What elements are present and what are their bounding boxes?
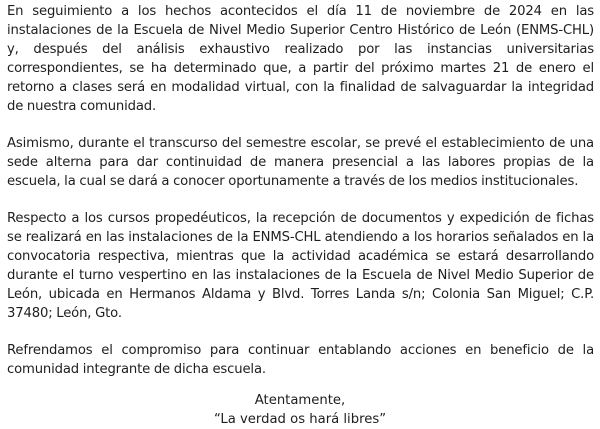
paragraph-propedeutic-courses: Respecto a los cursos propedéuticos, la recepción de documentos y expedición de fichas se realizará en las instalaciones de la ENMS-CHL atendiendo a los horarios señalados en la convocatoria respectiva, mientras que la actividad académica se estará desarrollando durante el turno vespertino en las instalaciones de la Escuela de Nivel Medio Superior de León, ubicada en Hermanos Aldama y Blvd. Torres Landa s/n; Colonia San Miguel; C.P. 37480; León, Gto. xyxy=(7,211,594,321)
document-body xyxy=(7,2,594,397)
closing-motto: “La verdad os hará libres” xyxy=(213,412,387,427)
paragraph-return-to-classes: En seguimiento a los hechos acontecidos el día 11 de noviembre de 2024 en las instalaciones de la Escuela de Nivel Medio Superior Centro Histórico de León (ENMS-CHL) y, después del análisis exhaustivo realizado por las instancias universitarias correspondientes, se ha determinado que, a partir del próximo martes 21 de enero el retorno a clases será en modalidad virtual, con la finalidad de salvaguardar la integridad de nuestra comunidad. xyxy=(7,4,594,114)
paragraph-alternate-site: Asimismo, durante el transcurso del semestre escolar, se prevé el establecimiento de una sede alterna para dar continuidad de manera presencial a las labores propias de la escuela, la cual se dará a conocer oportunamente a través de los medios institucionales. xyxy=(7,136,594,189)
paragraph-commitment: Refrendamos el compromiso para continuar entablando acciones en beneficio de la comunidad integrante de dicha escuela. xyxy=(7,343,594,377)
closing-salutation: Atentamente, xyxy=(254,393,346,408)
